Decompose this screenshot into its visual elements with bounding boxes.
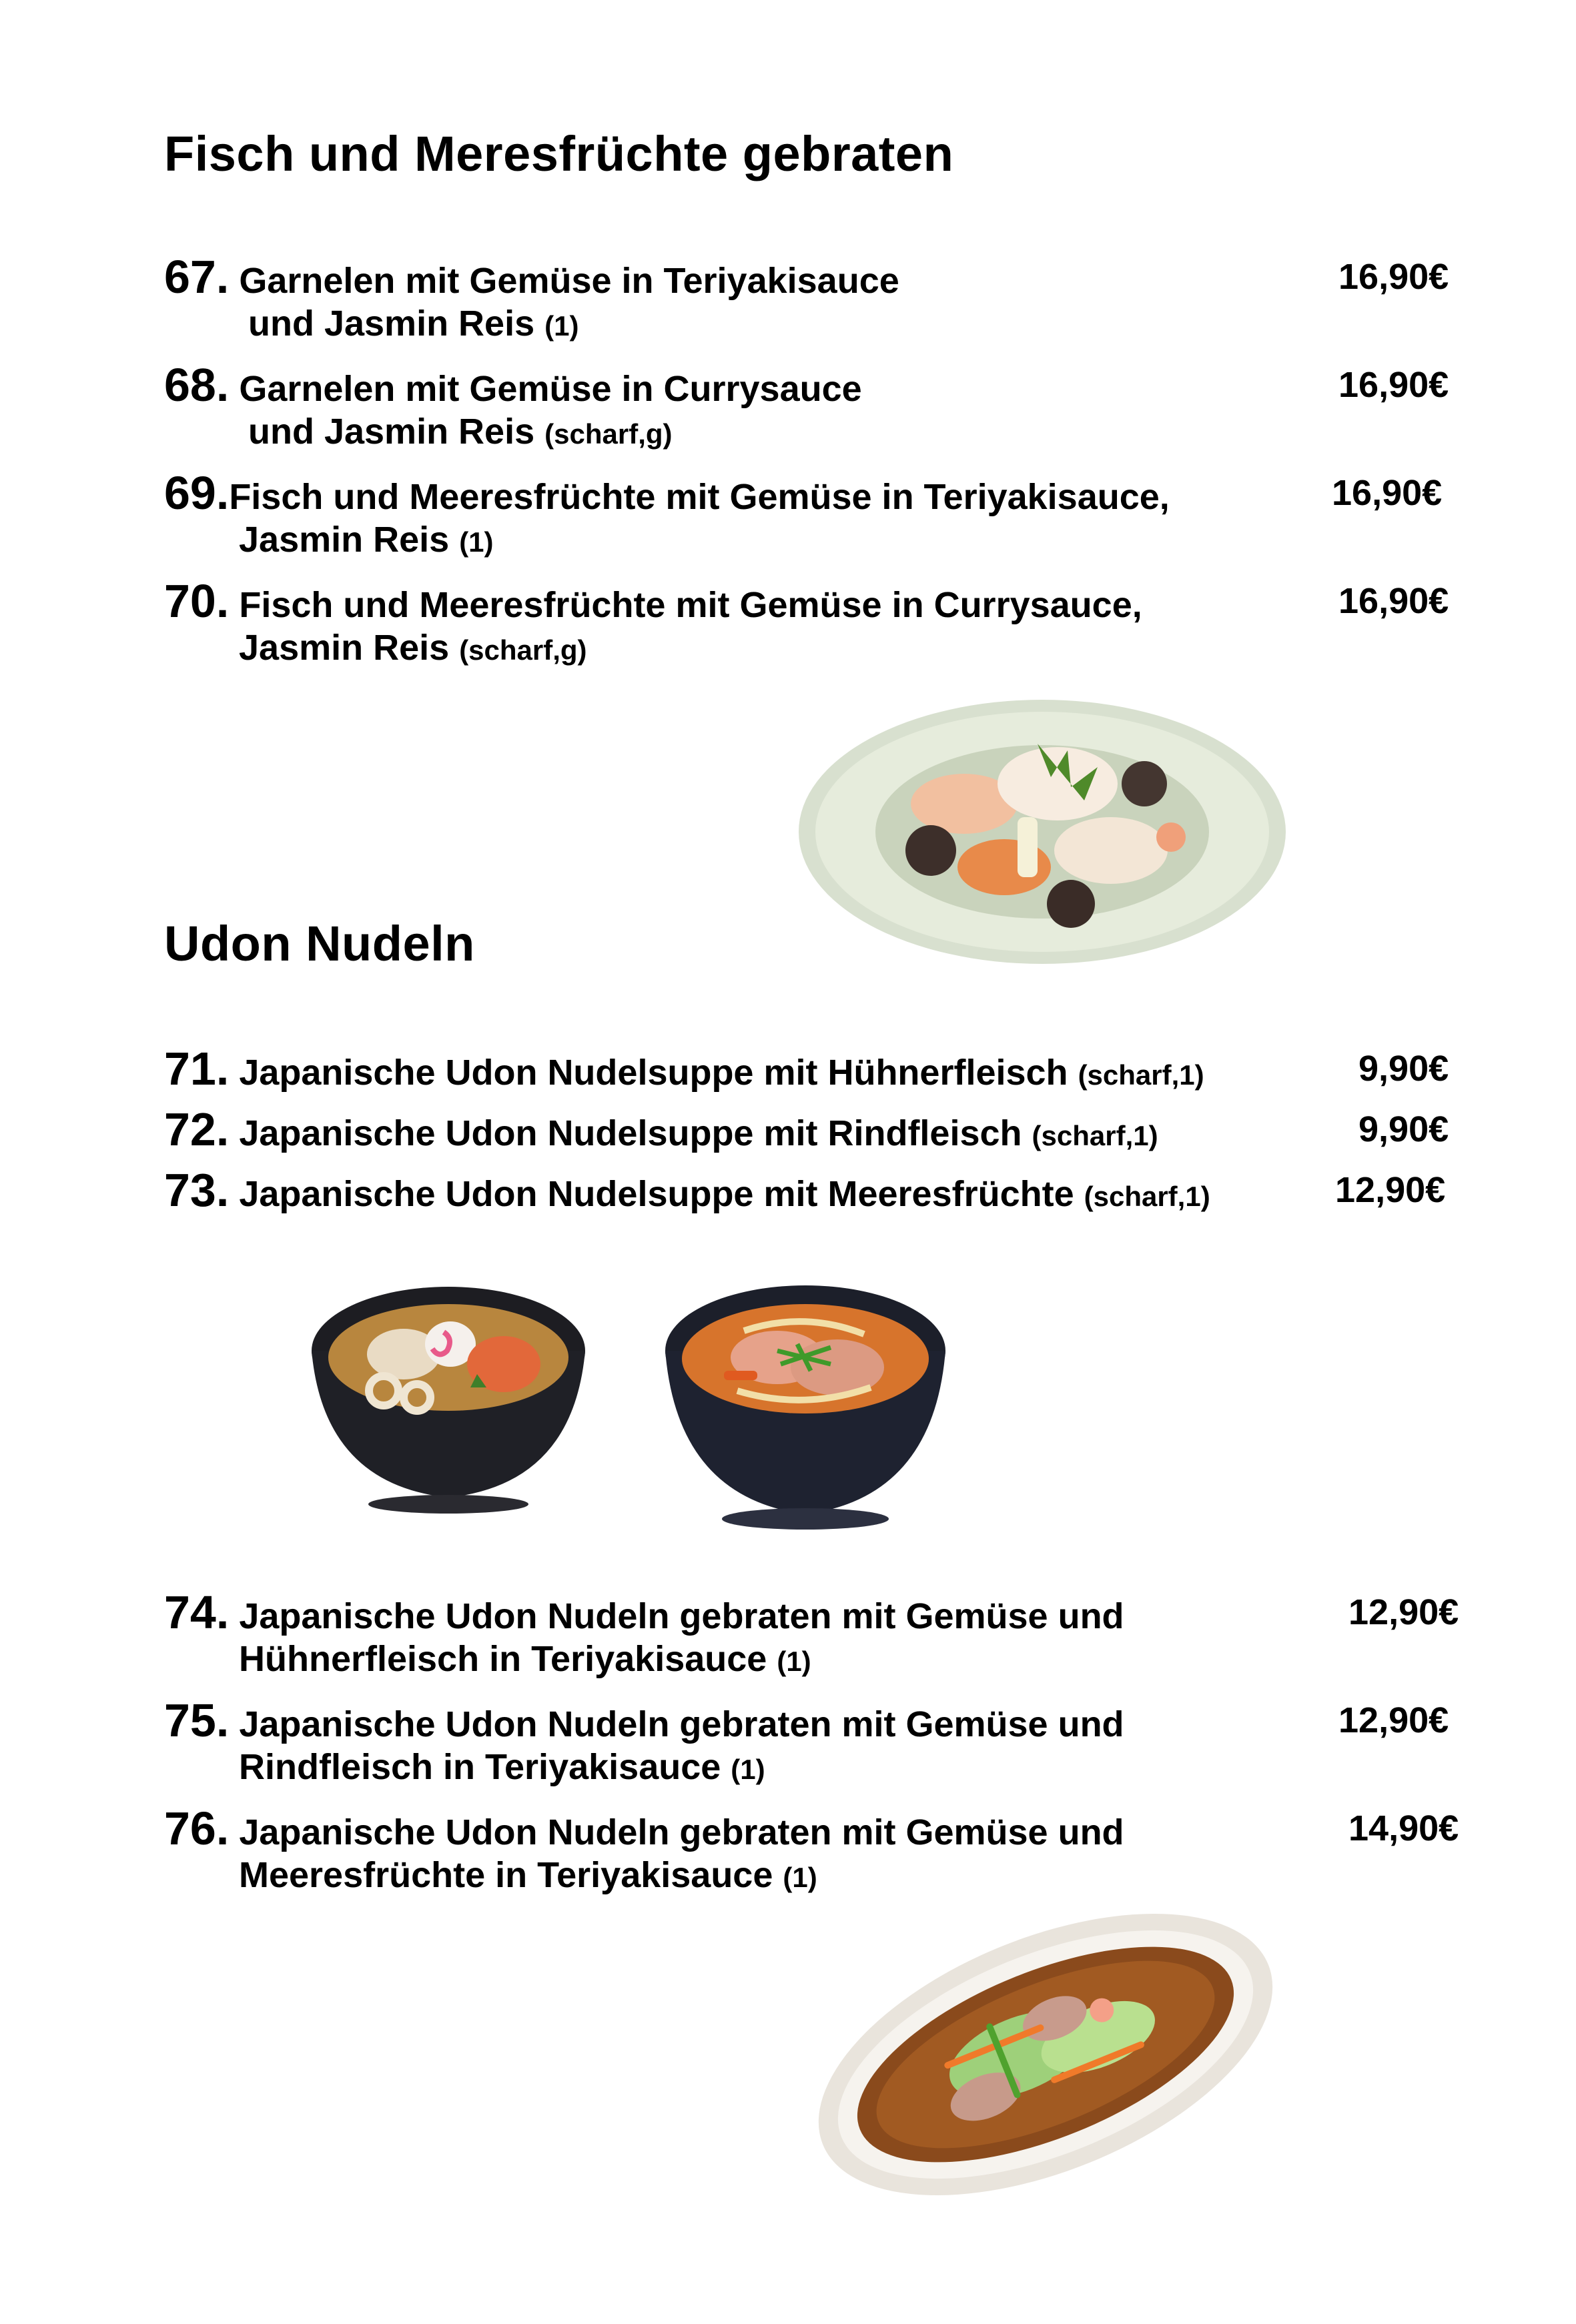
item-note: (scharf,1) (1032, 1120, 1158, 1151)
item-price: 12,90€ (1335, 1170, 1446, 1210)
item-line1 (164, 1103, 1158, 1159)
item-number: 68. (164, 359, 230, 411)
item-price: 12,90€ (1348, 1592, 1459, 1632)
item-note: (scharf,1) (1084, 1181, 1210, 1212)
item-name: Japanische Udon Nudelsuppe mit Rindfleisch (239, 1113, 1022, 1153)
item-name-cont: Jasmin Reis (239, 520, 450, 560)
item-name-cont: Meeresfrüchte in Teriyakisauce (239, 1855, 773, 1895)
item-number: 74. (164, 1586, 230, 1638)
item-number: 72. (164, 1103, 230, 1155)
udon-beef-bowl-photo (664, 1284, 947, 1534)
item-line1 (164, 1045, 1204, 1099)
item-name: Fisch und Meeresfrüchte mit Gemüse in Currysauce, (239, 585, 1142, 625)
item-price: 14,90€ (1348, 1808, 1459, 1848)
item-name: Japanische Udon Nudelsuppe mit Hühnerfleisch (239, 1053, 1068, 1093)
item-note: (1) (777, 1646, 811, 1677)
item-line2 (248, 300, 579, 350)
seafood-plate-photo (797, 690, 1288, 967)
item-price: 16,90€ (1338, 581, 1449, 621)
item-price: 9,90€ (1358, 1109, 1449, 1149)
item-number: 73. (164, 1164, 230, 1216)
item-price: 9,90€ (1358, 1049, 1449, 1089)
item-line2 (239, 1852, 817, 1901)
item-note: (1) (731, 1754, 765, 1785)
item-line1 (164, 253, 899, 304)
section-title-udon: Udon Nudeln (164, 916, 475, 971)
item-number: 71. (164, 1043, 230, 1095)
item-line1 (164, 1802, 1124, 1856)
item-line1 (164, 1164, 1210, 1220)
item-note: (scharf,1) (1078, 1059, 1204, 1091)
item-name: Garnelen mit Gemüse in Teriyakisauce (239, 261, 899, 301)
item-line1 (164, 467, 1170, 520)
item-note: (1) (783, 1862, 817, 1893)
item-name: Japanische Udon Nudeln gebraten mit Gemüse und (239, 1596, 1124, 1636)
item-price: 16,90€ (1338, 365, 1449, 405)
udon-seafood-bowl-photo (310, 1284, 587, 1514)
item-line2 (248, 408, 673, 458)
item-name: Japanische Udon Nudeln gebraten mit Gemüse und (239, 1812, 1124, 1852)
item-line1 (164, 359, 862, 412)
item-name: Japanische Udon Nudelsuppe mit Meeresfrüchte (239, 1174, 1074, 1214)
item-line1 (164, 575, 1142, 628)
item-line2 (239, 516, 494, 566)
fried-noodle-plate-photo (801, 1891, 1291, 2218)
item-number: 76. (164, 1802, 230, 1854)
item-price: 16,90€ (1332, 473, 1443, 513)
item-name: Fisch und Meeresfrüchte mit Gemüse in Teriyakisauce, (229, 477, 1170, 517)
item-number: 75. (164, 1694, 230, 1746)
item-name-cont: Rindfleisch in Teriyakisauce (239, 1747, 721, 1787)
item-price: 16,90€ (1338, 257, 1449, 297)
item-name-cont: Jasmin Reis (239, 628, 450, 668)
item-line1 (164, 1586, 1124, 1640)
item-name-cont: und Jasmin Reis (248, 412, 535, 452)
item-note: (scharf,g) (544, 418, 673, 450)
item-name: Garnelen mit Gemüse in Currysauce (239, 369, 862, 409)
item-number: 70. (164, 575, 230, 627)
item-name-cont: Hühnerfleisch in Teriyakisauce (239, 1639, 767, 1679)
item-line1 (164, 1694, 1124, 1748)
item-name-cont: und Jasmin Reis (248, 304, 535, 344)
item-price: 12,90€ (1338, 1700, 1449, 1740)
item-note: (1) (544, 310, 579, 342)
section-title-fish: Fisch und Meresfrüchte gebraten (164, 126, 954, 181)
item-line2 (239, 1636, 811, 1685)
item-line2 (239, 624, 587, 674)
item-note: (1) (459, 526, 494, 558)
item-number: 67. (164, 251, 230, 303)
item-name: Japanische Udon Nudeln gebraten mit Gemüse und (239, 1704, 1124, 1744)
item-number: 69. (164, 467, 230, 519)
item-note: (scharf,g) (459, 634, 587, 666)
item-line2 (239, 1744, 765, 1793)
